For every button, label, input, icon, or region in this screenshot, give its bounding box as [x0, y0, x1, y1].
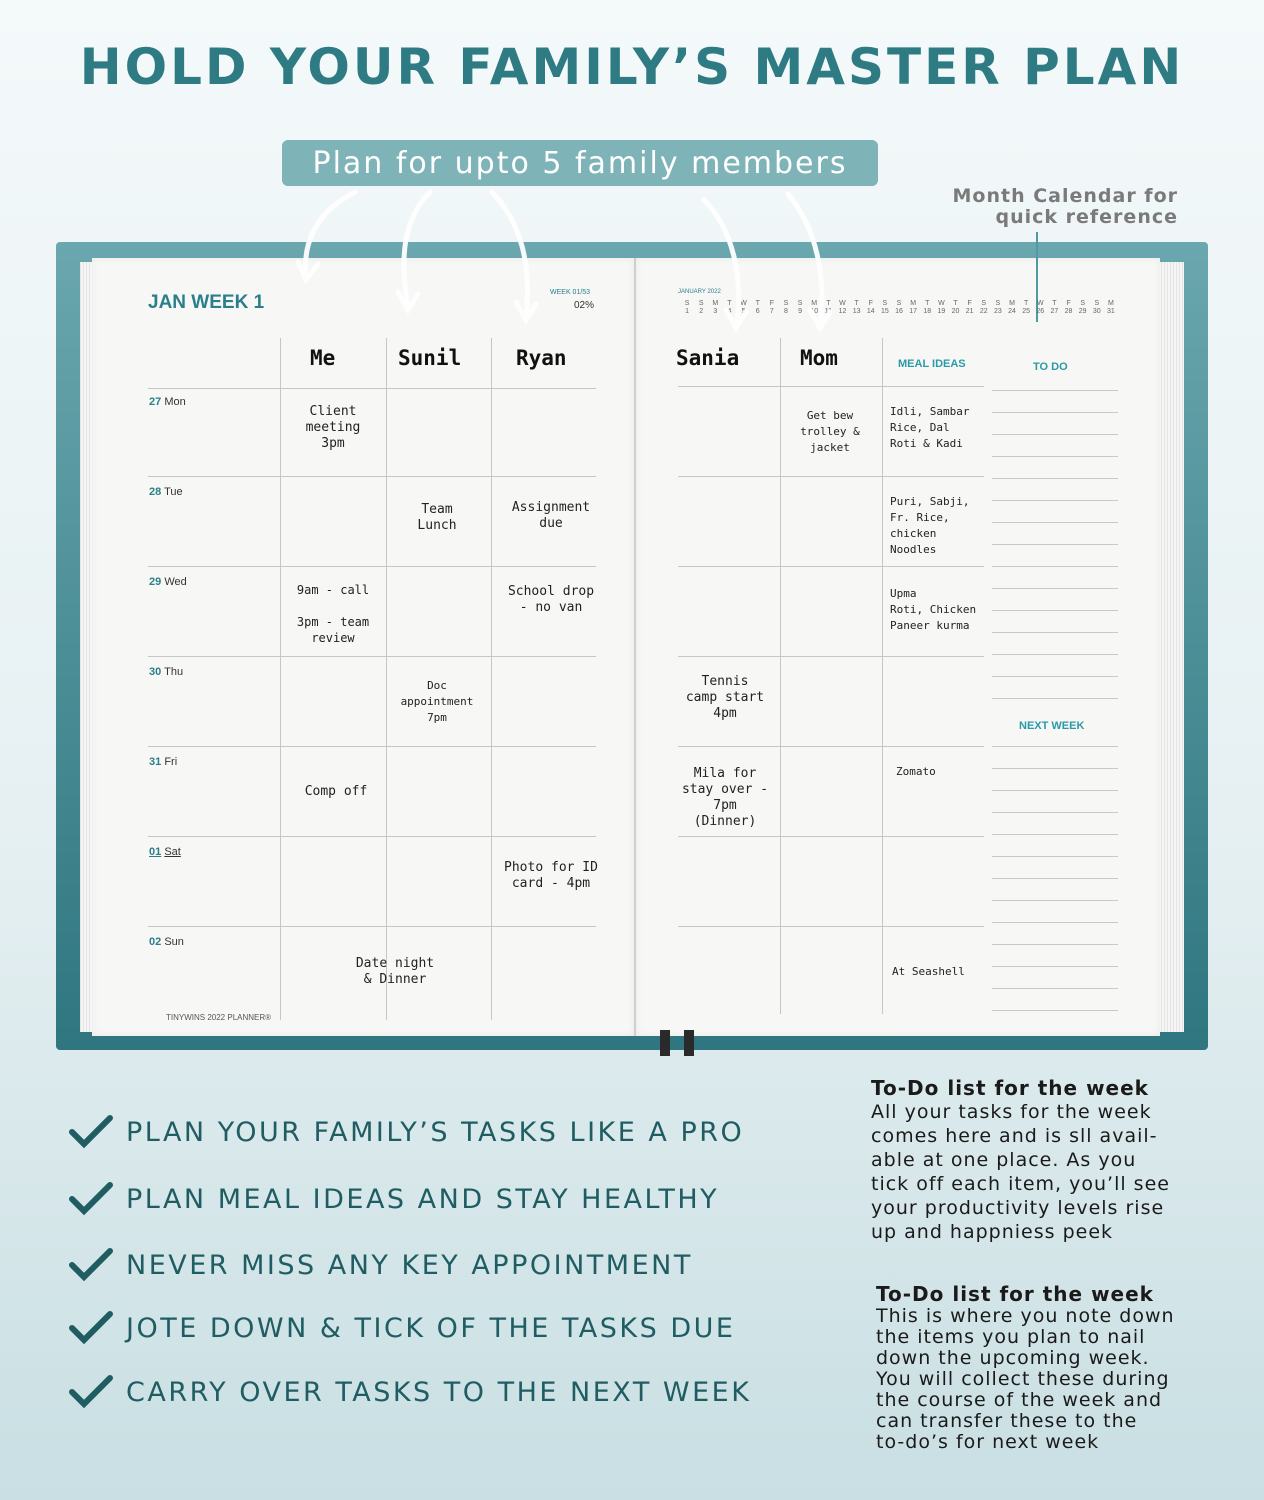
entry-me-wednesday: 9am - call 3pm - team review [296, 583, 370, 645]
todo-line [992, 390, 1118, 391]
calendar-date: 4 [727, 308, 732, 315]
next-week-line [992, 812, 1118, 813]
calendar-date: 21 [965, 308, 974, 315]
calendar-weekday: W [1036, 300, 1044, 307]
week-number: WEEK 01/53 [550, 289, 591, 296]
todo-description-line: comes here and is sll avail- [871, 1125, 1158, 1147]
month-calendar-title: JANUARY 2022 [678, 289, 721, 295]
feature-text: NEVER MISS ANY KEY APPOINTMENT [126, 1249, 693, 1281]
checkmark-icon [68, 1181, 114, 1217]
calendar-date: 30 [1092, 308, 1101, 315]
calendar-date: 27 [1050, 308, 1059, 315]
todo-line [992, 478, 1118, 479]
calendar-weekday: S [1080, 300, 1085, 307]
next-week-line [992, 746, 1118, 747]
calendar-day [807, 300, 821, 316]
calendar-date: 19 [937, 308, 946, 315]
entry-sunil-thursday: Doc appointment 7pm [400, 679, 474, 724]
entry-ryan-saturday: Photo for ID card - 4pm [504, 860, 598, 891]
calendar-day [793, 300, 807, 316]
next-week-line [992, 1010, 1118, 1011]
day-number: 01 [149, 846, 162, 858]
calendar-day [835, 300, 849, 316]
calendar-day [963, 300, 977, 316]
entry-mom-monday: Get bew trolley & jacket [800, 409, 860, 454]
todo-line [992, 544, 1118, 545]
calendar-day [1090, 300, 1104, 316]
calendar-date: 14 [866, 308, 875, 315]
grid-line [148, 926, 596, 927]
member-column-ryan: Ryan [516, 346, 567, 370]
grid-line [280, 338, 281, 1020]
todo-line [992, 434, 1118, 435]
next-week-description-line: You will collect these during [876, 1368, 1170, 1390]
calendar-date: 24 [1008, 308, 1016, 315]
todo-line [992, 632, 1118, 633]
calendar-day [765, 300, 779, 316]
day-number: 31 [149, 756, 162, 768]
calendar-date: 29 [1078, 308, 1087, 315]
week-progress-percent: 02% [574, 300, 595, 311]
calendar-day [906, 300, 920, 316]
calendar-day [751, 300, 765, 316]
calendar-weekday: S [981, 300, 987, 307]
checkmark-icon [68, 1374, 114, 1410]
calendar-day [680, 300, 694, 316]
entry-sunil-tuesday: Team Lunch [417, 502, 457, 533]
next-week-description [876, 1282, 1175, 1453]
calendar-day [722, 300, 736, 316]
day-label [149, 576, 187, 588]
next-week-description-line: the items you plan to nail [876, 1326, 1146, 1348]
feature-text: JOTE DOWN & TICK OF THE TASKS DUE [126, 1312, 736, 1344]
day-name: Fri [164, 756, 178, 768]
grid-line [148, 836, 596, 837]
todo-line [992, 522, 1118, 523]
todo-description-line: All your tasks for the week [871, 1101, 1152, 1123]
calendar-weekday: S [995, 300, 1001, 307]
calendar-day [878, 300, 892, 316]
calendar-weekday: S [684, 300, 690, 307]
todo-line [992, 676, 1118, 677]
calendar-day [850, 300, 864, 316]
month-calendar-callout [953, 186, 1179, 228]
calendar-weekday: T [755, 300, 760, 307]
calendar-weekday: T [1052, 300, 1057, 307]
day-name: Sat [164, 846, 181, 858]
right-page [636, 258, 1160, 1036]
calendar-weekday: S [783, 300, 789, 307]
calendar-date: 2 [699, 308, 704, 315]
next-week-description-line: down the upcoming week. [876, 1347, 1150, 1369]
calendar-day [920, 300, 934, 316]
next-week-line [992, 856, 1118, 857]
calendar-day [1047, 300, 1061, 316]
day-number: 02 [149, 936, 162, 948]
entry-sania-thursday: Tennis camp start 4pm [685, 674, 765, 721]
grid-line [678, 656, 984, 657]
member-column-sunil: Sunil [398, 346, 462, 370]
day-name: Sun [164, 936, 184, 948]
calendar-day [821, 300, 835, 316]
member-column-me: Me [310, 346, 336, 370]
next-week-line [992, 768, 1118, 769]
day-label [149, 486, 183, 498]
next-week-line [992, 900, 1118, 901]
calendar-date: 7 [769, 308, 774, 315]
day-number: 28 [149, 486, 162, 498]
calendar-day [708, 300, 722, 316]
calendar-weekday: T [925, 300, 930, 307]
calendar-weekday: T [826, 300, 831, 307]
feature-item [68, 1308, 788, 1348]
calendar-date: 12 [838, 308, 847, 315]
bookmark-ribbon [684, 1030, 694, 1056]
todo-line [992, 456, 1118, 457]
todo-description-line: tick off each item, you’ll see [871, 1173, 1170, 1195]
calendar-day [737, 300, 751, 316]
entry-sunday-shared: Date night & Dinner [355, 956, 435, 987]
grid-line [148, 746, 596, 747]
grid-line [678, 386, 984, 387]
callout-line-2: quick reference [995, 206, 1178, 228]
calendar-weekday: T [1024, 300, 1029, 307]
calendar-date: 10 [810, 308, 819, 315]
day-name: Tue [164, 486, 183, 498]
calendar-weekday: F [769, 300, 774, 307]
entry-meal-tuesday: Puri, Sabji, Fr. Rice, chicken Noodles [890, 495, 970, 556]
feature-text: CARRY OVER TASKS TO THE NEXT WEEK [126, 1376, 752, 1408]
day-name: Thu [164, 666, 184, 678]
meal-ideas-header: MEAL IDEAS [898, 358, 966, 370]
member-column-mom: Mom [800, 346, 838, 370]
calendar-date: 18 [923, 308, 932, 315]
next-week-line [992, 834, 1118, 835]
calendar-date: 5 [741, 308, 746, 315]
feature-item [68, 1179, 788, 1219]
next-week-line [992, 922, 1118, 923]
calendar-day [991, 300, 1005, 316]
grid-line [148, 476, 596, 477]
calendar-weekday: T [953, 300, 958, 307]
calendar-day [948, 300, 962, 316]
calendar-day [934, 300, 948, 316]
todo-line [992, 654, 1118, 655]
grid-line [148, 388, 596, 389]
todo-line [992, 698, 1118, 699]
calendar-weekday: F [967, 300, 972, 307]
calendar-day [1061, 300, 1075, 316]
calendar-weekday: S [698, 300, 704, 307]
calendar-weekday: M [1108, 300, 1114, 307]
calendar-weekday: M [811, 300, 818, 307]
entry-ryan-tuesday: Assignment due [511, 500, 591, 531]
day-label [149, 936, 184, 948]
calendar-weekday: W [839, 300, 846, 307]
calendar-weekday: S [797, 300, 803, 307]
day-number: 29 [149, 576, 162, 588]
todo-description [871, 1076, 1170, 1244]
calendar-day [977, 300, 991, 316]
calendar-date: 13 [852, 308, 861, 315]
grid-line [491, 338, 492, 1020]
next-week-header: NEXT WEEK [1019, 720, 1085, 732]
calendar-weekday: W [740, 300, 747, 307]
calendar-date: 11 [824, 308, 832, 315]
calendar-date: 28 [1064, 308, 1073, 315]
calendar-weekday: S [896, 300, 902, 307]
entry-meal-monday: Idli, Sambar Rice, Dal Roti & Kadi [890, 405, 970, 450]
grid-line [678, 476, 984, 477]
calendar-date: 15 [880, 308, 889, 315]
calendar-weekday: M [910, 300, 917, 307]
entry-meal-wednesday: Upma Roti, Chicken Paneer kurma [890, 587, 977, 632]
calendar-date: 20 [951, 308, 960, 315]
calendar-weekday: T [854, 300, 859, 307]
member-column-sania: Sania [676, 346, 740, 370]
family-members-banner: Plan for upto 5 family members [282, 140, 878, 186]
day-name: Mon [164, 396, 186, 408]
next-week-description-line: This is where you note down [876, 1305, 1175, 1327]
calendar-day [1104, 300, 1118, 316]
feature-text: PLAN MEAL IDEAS AND STAY HEALTHY [126, 1183, 720, 1215]
feature-text: PLAN YOUR FAMILY’S TASKS LIKE A PRO [126, 1116, 745, 1148]
checkmark-icon [68, 1114, 114, 1150]
grid-line [882, 338, 883, 1014]
calendar-date: 31 [1107, 308, 1115, 315]
todo-description-line: your productivity levels rise [871, 1197, 1165, 1219]
calendar-date: 3 [713, 308, 718, 315]
feature-item [68, 1112, 788, 1152]
calendar-date: 22 [979, 308, 988, 315]
todo-line [992, 610, 1118, 611]
calendar-day [1005, 300, 1019, 316]
calendar-day [892, 300, 906, 316]
calendar-day [1019, 300, 1033, 316]
calendar-weekday: S [882, 300, 888, 307]
todo-line [992, 588, 1118, 589]
calendar-day [1076, 300, 1090, 316]
checkmark-icon [68, 1247, 114, 1283]
feature-item [68, 1372, 788, 1412]
todo-description-line: up and happniess peek [871, 1221, 1114, 1243]
todo-line [992, 500, 1118, 501]
next-week-description-title: To-Do list for the week [876, 1282, 1154, 1306]
grid-line [678, 926, 984, 927]
calendar-weekday: M [712, 300, 719, 307]
day-label [149, 396, 186, 408]
day-name: Wed [164, 576, 187, 588]
calendar-weekday: W [938, 300, 945, 307]
calendar-date: 1 [685, 308, 690, 315]
grid-line [678, 836, 984, 837]
day-label [149, 846, 181, 858]
todo-line [992, 566, 1118, 567]
left-page [92, 258, 636, 1036]
day-number: 30 [149, 666, 162, 678]
checkmark-icon [68, 1310, 114, 1346]
calendar-date: 8 [784, 308, 788, 315]
bookmark-ribbon [660, 1030, 670, 1056]
calendar-date: 17 [909, 308, 918, 315]
next-week-line [992, 790, 1118, 791]
week-title: JAN WEEK 1 [148, 292, 265, 313]
calendar-day [779, 300, 793, 316]
calendar-weekday: T [727, 300, 732, 307]
entry-me-friday: Comp off [304, 784, 368, 799]
calendar-day [864, 300, 878, 316]
entry-ryan-wednesday: School drop - no van [507, 584, 595, 615]
calendar-weekday: S [1094, 300, 1100, 307]
calendar-date: 26 [1036, 308, 1045, 315]
calendar-date: 23 [993, 308, 1002, 315]
day-label [149, 666, 183, 678]
grid-line [678, 566, 984, 567]
calendar-weekday: M [1009, 300, 1015, 307]
next-week-line [992, 966, 1118, 967]
planner-brand: TINYWINS 2022 PLANNER® [166, 1013, 272, 1022]
calendar-date: 25 [1022, 308, 1031, 315]
next-week-description-line: can transfer these to the [876, 1410, 1138, 1432]
todo-header: TO DO [1033, 361, 1068, 373]
next-week-description-line: to-do’s for next week [876, 1431, 1100, 1453]
calendar-weekday: F [868, 300, 873, 307]
page-edges-right [1158, 262, 1184, 1032]
calendar-day [1033, 300, 1047, 316]
calendar-date: 16 [895, 308, 903, 315]
page-headline: HOLD YOUR FAMILY’S MASTER PLAN [79, 38, 1185, 96]
todo-description-line: able at one place. As you [871, 1149, 1137, 1171]
calendar-date: 6 [755, 308, 760, 315]
next-week-description-line: the course of the week and [876, 1389, 1163, 1411]
grid-line [148, 656, 596, 657]
grid-line [678, 746, 984, 747]
entry-sania-friday: Mila for stay over - 7pm (Dinner) [681, 766, 769, 829]
feature-item [68, 1245, 788, 1285]
entry-me-monday: Client meeting 3pm [305, 404, 361, 451]
next-week-line [992, 878, 1118, 879]
todo-description-title: To-Do list for the week [871, 1076, 1149, 1100]
next-week-line [992, 988, 1118, 989]
entry-meal-friday: Zomato [896, 765, 936, 778]
grid-line [148, 566, 596, 567]
calendar-weekday: F [1066, 300, 1071, 307]
day-number: 27 [149, 396, 162, 408]
todo-line [992, 412, 1118, 413]
calendar-day [694, 300, 708, 316]
calendar-date: 9 [798, 308, 803, 315]
next-week-line [992, 944, 1118, 945]
callout-line-1: Month Calendar for [952, 185, 1178, 207]
entry-meal-sunday: At Seashell [892, 965, 965, 978]
day-label [149, 756, 177, 768]
